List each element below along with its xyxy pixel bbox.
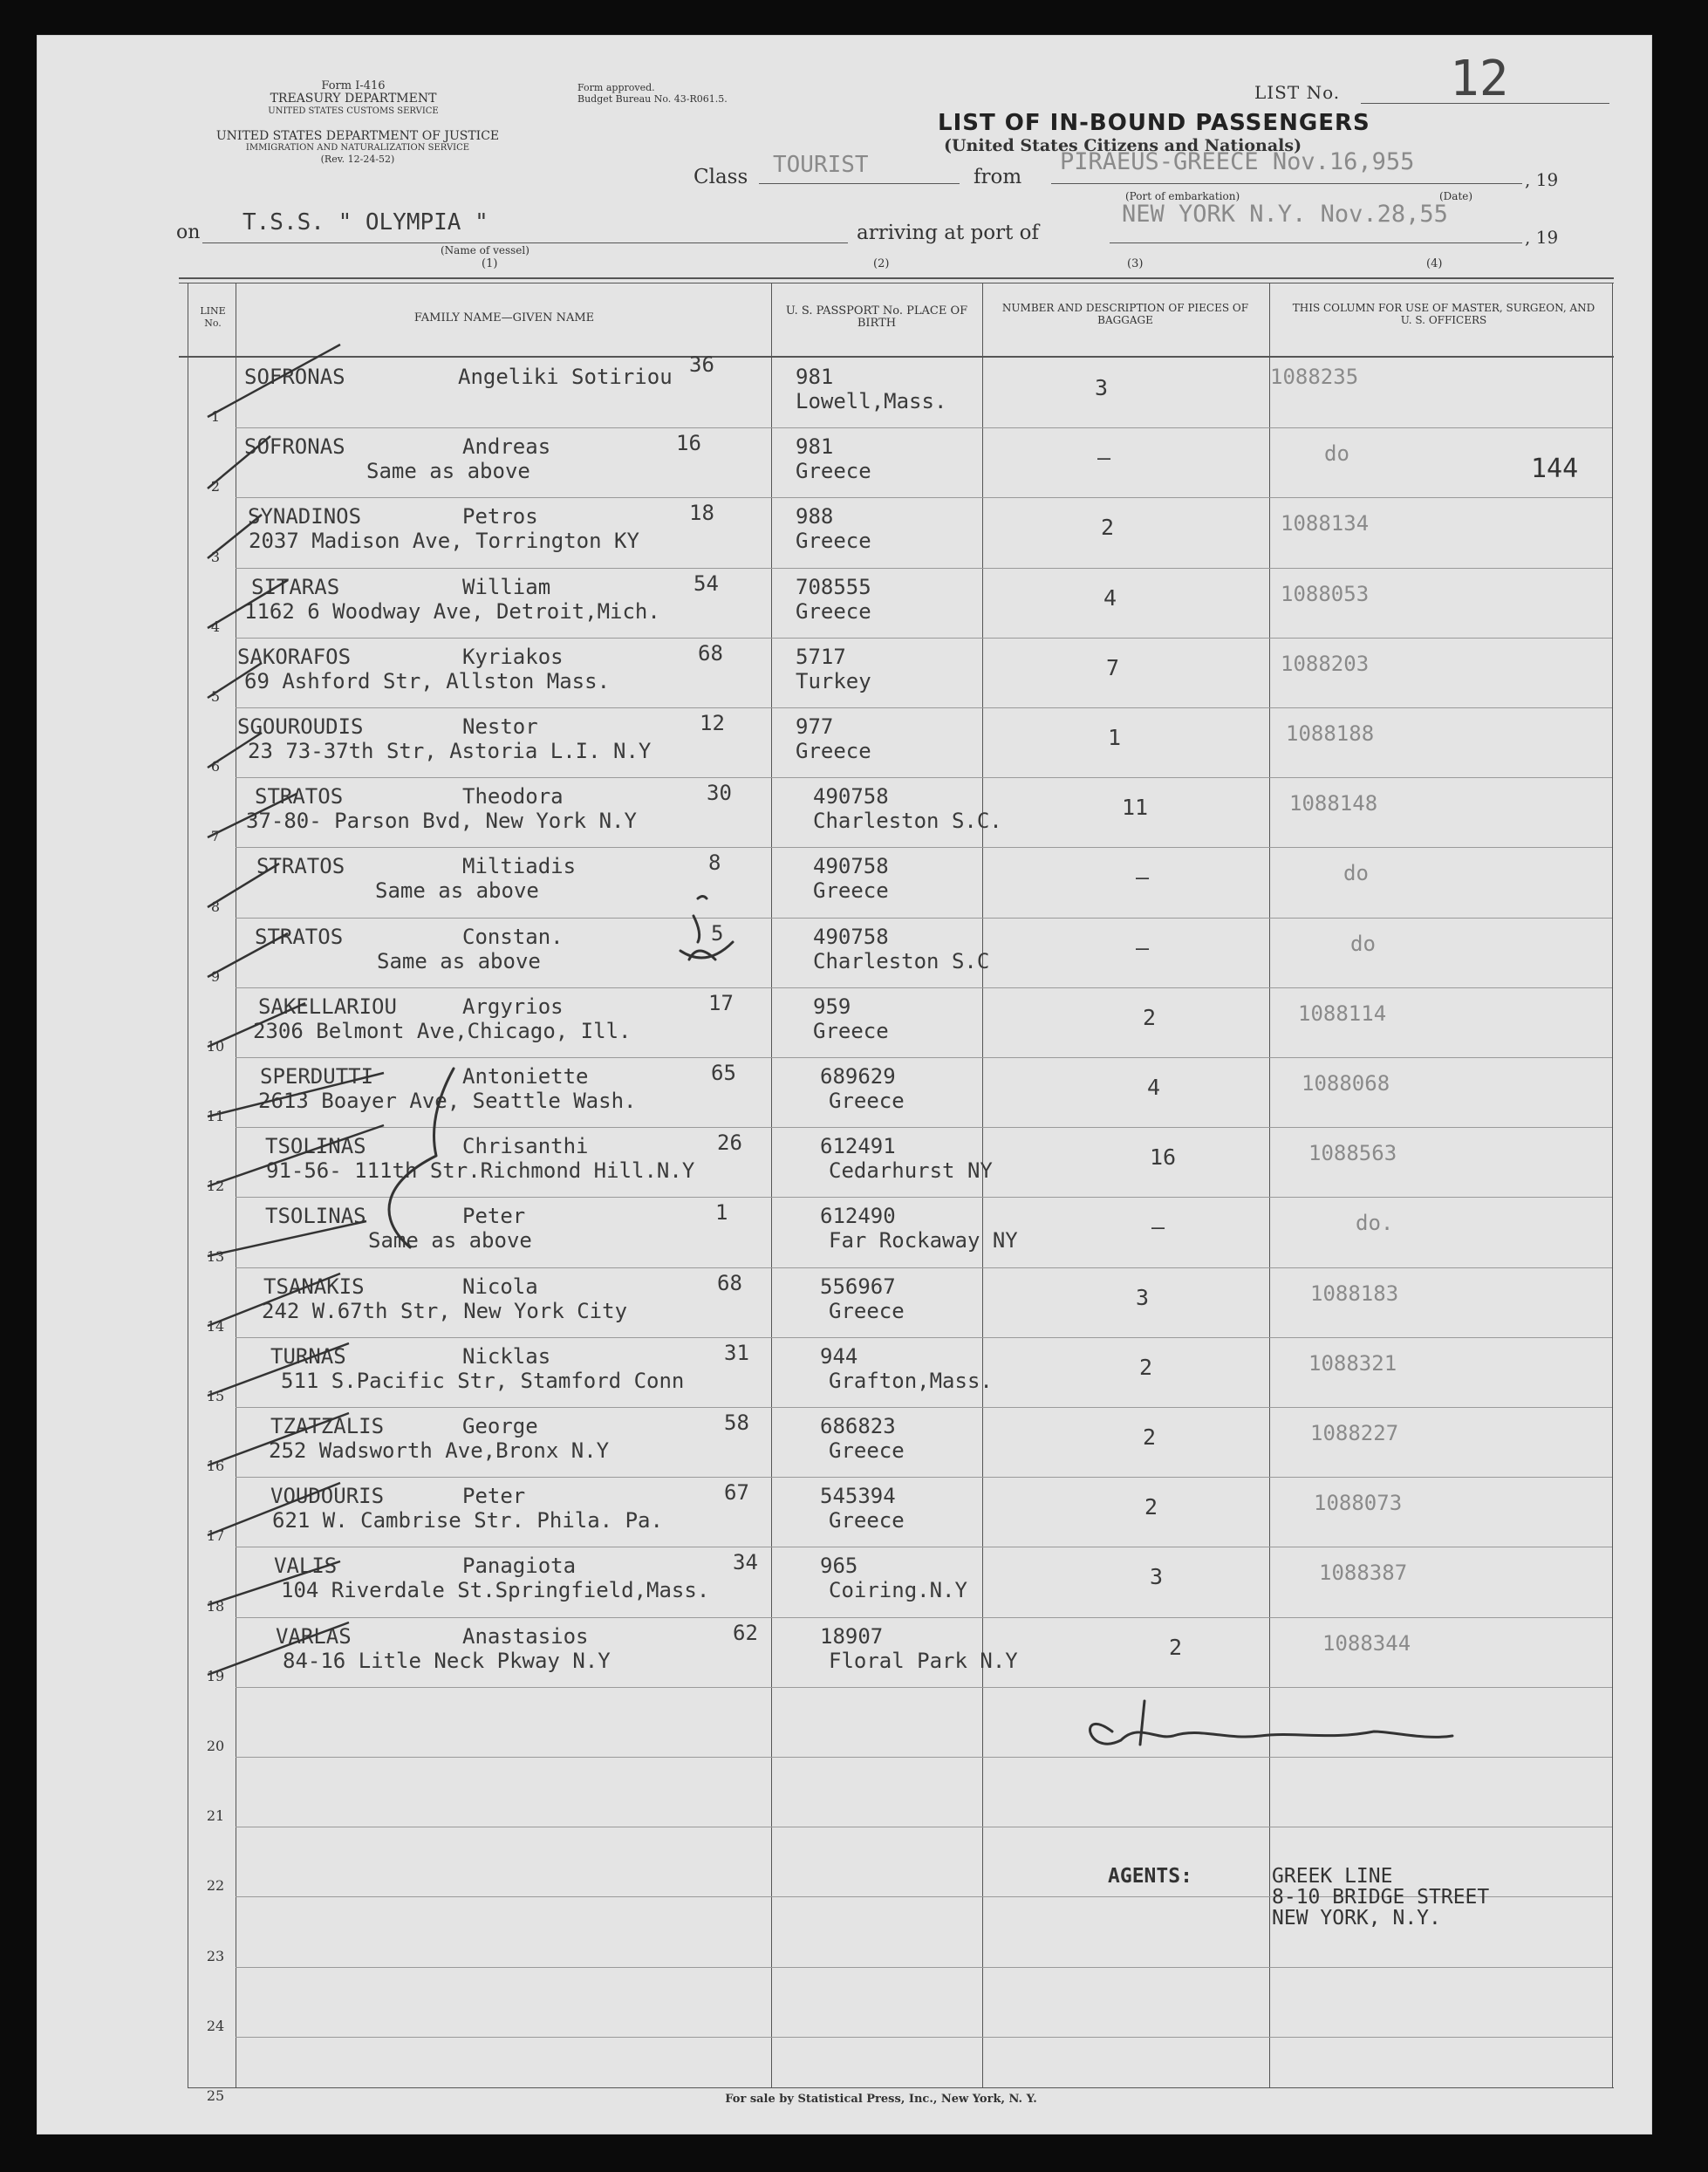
- margin-note: 144: [1531, 454, 1579, 484]
- line-number: 3: [210, 548, 221, 565]
- vessel-name: T.S.S. " OLYMPIA ": [243, 209, 488, 236]
- given-name: Antoniette: [462, 1064, 589, 1089]
- given-name: Miltiadis: [462, 854, 577, 879]
- form-approved: Form approved.: [577, 82, 655, 93]
- check-line: [208, 1125, 384, 1186]
- check-line: [208, 580, 288, 628]
- form-number: Form I-416: [321, 79, 386, 92]
- officer-number: do: [1343, 861, 1369, 886]
- line-number: 4: [210, 618, 221, 635]
- birthplace: Floral Park N.Y: [829, 1648, 1018, 1673]
- address: 84-16 Litle Neck Pkway N.Y: [283, 1648, 611, 1673]
- birthplace: Greece: [829, 1298, 905, 1323]
- family-name: TURNAS: [270, 1343, 346, 1369]
- family-name: SPERDUTTI: [260, 1064, 374, 1089]
- from-label: from: [974, 166, 1022, 188]
- check-line: [208, 436, 270, 488]
- check-line: [208, 1274, 340, 1326]
- given-name: Argyrios: [462, 994, 564, 1019]
- address: 252 Wadsworth Ave,Bronx N.Y: [269, 1438, 610, 1463]
- col-num-1: (1): [482, 257, 498, 270]
- baggage-count: –: [1136, 934, 1150, 960]
- address: Same as above: [368, 1228, 532, 1253]
- officer-number: 1088563: [1308, 1141, 1397, 1166]
- check-line: [208, 1413, 349, 1465]
- justice-label: UNITED STATES DEPARTMENT OF JUSTICE: [215, 129, 500, 143]
- birthplace: Charleston S.C: [813, 948, 990, 973]
- footer-text: For sale by Statistical Press, Inc., New York, N. Y.: [725, 2093, 1037, 2106]
- baggage-count: 2: [1169, 1634, 1183, 1660]
- given-name: Angeliki Sotiriou: [458, 365, 673, 389]
- line-number: 17: [206, 1527, 225, 1545]
- family-name: SOFRONAS: [244, 434, 345, 460]
- arriving-label: arriving at port of: [857, 222, 1039, 244]
- address: 2613 Boayer Ave, Seattle Wash.: [258, 1089, 637, 1113]
- age: 54: [693, 570, 719, 596]
- baggage-count: 2: [1143, 1424, 1157, 1450]
- birthplace: Greece: [829, 1089, 905, 1113]
- age: 8: [708, 850, 721, 876]
- birthplace: Coiring.N.Y: [829, 1578, 967, 1603]
- passport-number: 556967: [820, 1274, 896, 1299]
- agents-line-3: NEW YORK, N.Y.: [1272, 1907, 1441, 1930]
- address: 2037 Madison Ave, Torrington KY: [249, 529, 639, 554]
- form-title: LIST OF IN-BOUND PASSENGERS: [938, 110, 1370, 136]
- baggage-count: 2: [1143, 1004, 1157, 1030]
- passport-number: 977: [796, 714, 834, 739]
- officer-number: 1088068: [1301, 1071, 1390, 1096]
- baggage-count: 1: [1108, 725, 1122, 750]
- from-value: PIRAEUS-GREECE Nov.16,955: [1060, 148, 1415, 175]
- family-name: VALIS: [274, 1554, 338, 1579]
- officer-number: 1088183: [1310, 1281, 1399, 1306]
- officer-number: 1088053: [1281, 581, 1370, 606]
- line-number: 12: [206, 1178, 225, 1195]
- family-name: STRATOS: [255, 924, 344, 949]
- passport-number: 490758: [813, 784, 889, 809]
- family-name: SYNADINOS: [248, 504, 362, 529]
- line-number: 1: [210, 408, 221, 426]
- birthplace: Cedarhurst NY: [829, 1158, 993, 1184]
- officer-number: 1088134: [1281, 511, 1370, 536]
- birthplace: Greece: [796, 598, 871, 624]
- address: 1162 6 Woodway Ave, Detroit,Mich.: [244, 598, 660, 624]
- officer-number: 1088114: [1298, 1001, 1387, 1026]
- age: 65: [711, 1061, 736, 1085]
- header-line-no: LINE No.: [200, 305, 226, 329]
- address: 91-56- 111th Str.Richmond Hill.N.Y: [266, 1158, 695, 1184]
- address: 242 W.67th Str, New York City: [262, 1298, 628, 1323]
- line-number: 11: [206, 1108, 225, 1125]
- family-name: SGOUROUDIS: [237, 714, 364, 739]
- year-prefix-1: , 19: [1525, 169, 1559, 190]
- address: Same as above: [366, 459, 530, 484]
- given-name: Nicola: [462, 1274, 538, 1299]
- initials-mark: [680, 942, 733, 960]
- line-number: 18: [206, 1597, 225, 1615]
- baggage-count: 2: [1139, 1354, 1153, 1380]
- list-no-label: LIST No.: [1254, 82, 1341, 103]
- given-name: William: [462, 574, 551, 599]
- birthplace: Turkey: [796, 668, 871, 693]
- year-prefix-2: , 19: [1525, 227, 1559, 248]
- passport-number: 490758: [813, 924, 889, 949]
- given-name: George: [462, 1414, 538, 1438]
- baggage-count: 3: [1095, 375, 1109, 400]
- officer-number: 1088344: [1322, 1630, 1411, 1656]
- birthplace: Greece: [813, 878, 889, 904]
- birthplace: Grafton,Mass.: [829, 1368, 993, 1393]
- given-name: Nicklas: [462, 1343, 551, 1369]
- passport-number: 981: [796, 434, 834, 460]
- line-number: 5: [210, 688, 221, 705]
- check-line: [208, 864, 279, 907]
- officer-number: 1088227: [1310, 1421, 1399, 1445]
- officer-number: 1088203: [1281, 651, 1370, 676]
- baggage-count: 3: [1136, 1284, 1150, 1310]
- baggage-count: 11: [1122, 795, 1149, 821]
- baggage-count: 4: [1147, 1075, 1161, 1100]
- passport-number: 612490: [820, 1204, 896, 1229]
- age: 67: [724, 1480, 749, 1506]
- header-officers: THIS COLUMN FOR USE OF MASTER, SURGEON, AND U. S. OFFICERS: [1292, 302, 1595, 326]
- agents-line-1: GREEK LINE: [1272, 1865, 1393, 1888]
- address: 37-80- Parson Bvd, New York N.Y: [246, 809, 637, 834]
- customs-label: UNITED STATES CUSTOMS SERVICE: [268, 106, 439, 116]
- family-name: TZATZALIS: [270, 1414, 385, 1438]
- address: Same as above: [377, 948, 541, 973]
- signature-mark: [1090, 1724, 1452, 1744]
- address: 104 Riverdale St.Springfield,Mass.: [281, 1578, 710, 1603]
- line-number: 8: [210, 898, 221, 915]
- line-number: 6: [210, 758, 221, 775]
- form-subtitle: (United States Citizens and Nationals): [944, 136, 1302, 155]
- given-name: Chrisanthi: [462, 1134, 589, 1159]
- passport-number: 18907: [820, 1623, 884, 1649]
- on-label: on: [176, 222, 201, 243]
- line-number: 24: [206, 2017, 225, 2034]
- officer-number: do.: [1356, 1211, 1394, 1236]
- list-number: 12: [1450, 51, 1509, 107]
- line-number: 15: [206, 1388, 225, 1404]
- col-num-2: (2): [873, 257, 890, 270]
- check-line: [208, 345, 340, 417]
- check-line: [208, 733, 262, 768]
- passport-number: 490758: [813, 854, 889, 879]
- age: 30: [707, 781, 732, 806]
- passport-number: 988: [796, 504, 834, 529]
- line-number: 23: [206, 1947, 225, 1964]
- agents-line-2: 8-10 BRIDGE STREET: [1272, 1886, 1490, 1909]
- age: 68: [698, 640, 723, 666]
- header-passport: U. S. PASSPORT No. PLACE OF BIRTH: [785, 304, 968, 330]
- age: 36: [689, 352, 714, 377]
- bracket-mark: [389, 1069, 454, 1247]
- age: 18: [689, 501, 714, 526]
- check-line: [208, 1483, 340, 1535]
- officer-number: do: [1324, 441, 1349, 467]
- baggage-count: 2: [1101, 515, 1115, 541]
- treasury-label: TREASURY DEPARTMENT: [270, 92, 437, 106]
- family-name: SOFRONAS: [244, 365, 345, 389]
- given-name: Nestor: [462, 714, 538, 739]
- passport-number: 965: [820, 1554, 858, 1579]
- birthplace: Lowell,Mass.: [796, 389, 947, 413]
- family-name: SITARAS: [251, 574, 340, 599]
- officer-number: do: [1350, 931, 1376, 956]
- passport-number: 545394: [820, 1484, 896, 1509]
- age: 1: [715, 1200, 728, 1226]
- passport-number: 686823: [820, 1414, 896, 1438]
- check-line: [208, 794, 297, 837]
- check-line: [208, 1343, 349, 1396]
- given-name: Peter: [462, 1484, 526, 1509]
- col-num-3: (3): [1127, 257, 1144, 270]
- given-name: Petros: [462, 504, 538, 529]
- signature-stroke: [1140, 1701, 1144, 1745]
- class-label: Class: [693, 166, 748, 188]
- address: 69 Ashford Str, Allston Mass.: [244, 668, 611, 693]
- baggage-count: –: [1151, 1214, 1165, 1240]
- family-name: STRATOS: [255, 784, 344, 809]
- family-name: TSANAKIS: [263, 1274, 365, 1299]
- birthplace: Greece: [829, 1508, 905, 1533]
- age: 34: [733, 1550, 758, 1575]
- check-line: [208, 933, 288, 977]
- officer-number: 1088073: [1314, 1491, 1403, 1516]
- address: 23 73-37th Str, Astoria L.I. N.Y: [248, 739, 652, 763]
- line-number: 20: [206, 1738, 225, 1754]
- passport-number: 981: [796, 365, 834, 389]
- check-line: [208, 663, 262, 698]
- passport-number: 708555: [796, 574, 871, 599]
- line-number: 22: [206, 1877, 225, 1895]
- given-name: Panagiota: [462, 1554, 577, 1579]
- age: 17: [708, 990, 734, 1015]
- rev-label: (Rev. 12-24-52): [320, 154, 395, 165]
- passport-number: 944: [820, 1343, 858, 1369]
- header-name: FAMILY NAME—GIVEN NAME: [413, 311, 595, 324]
- line-number: 21: [206, 1807, 225, 1825]
- date-caption: (Date): [1439, 190, 1473, 202]
- birthplace: Far Rockaway NY: [829, 1228, 1018, 1253]
- family-name: SAKORAFOS: [237, 644, 352, 669]
- birthplace: Greece: [796, 739, 871, 763]
- address: 621 W. Cambrise Str. Phila. Pa.: [272, 1508, 663, 1533]
- line-number: 14: [206, 1317, 225, 1335]
- officer-number: 1088148: [1289, 791, 1378, 816]
- given-name: Anastasios: [462, 1623, 589, 1649]
- baggage-count: 16: [1150, 1144, 1177, 1171]
- family-name: SAKELLARIOU: [258, 994, 397, 1019]
- line-number: 19: [206, 1667, 225, 1684]
- line-number: 9: [210, 967, 221, 985]
- baggage-count: 7: [1106, 654, 1120, 680]
- family-name: VARLAS: [276, 1623, 352, 1649]
- check-line: [208, 1561, 340, 1605]
- passport-number: 689629: [820, 1064, 896, 1089]
- check-mark: [693, 897, 707, 943]
- family-name: STRATOS: [256, 854, 345, 879]
- given-name: Andreas: [462, 434, 551, 460]
- officer-number: 1088188: [1286, 721, 1375, 746]
- check-line: [208, 1221, 366, 1256]
- baggage-count: 3: [1150, 1564, 1164, 1590]
- check-line: [208, 1622, 349, 1675]
- birthplace: Greece: [813, 1018, 889, 1043]
- given-name: Kyriakos: [462, 644, 564, 669]
- col-num-4: (4): [1426, 257, 1443, 270]
- arrival-value: NEW YORK N.Y. Nov.28,55: [1122, 201, 1448, 228]
- age: 26: [717, 1130, 742, 1156]
- given-name: Constan.: [462, 924, 564, 949]
- age: 16: [676, 431, 701, 456]
- baggage-count: 4: [1103, 584, 1117, 611]
- address: 2306 Belmont Ave,Chicago, Ill.: [253, 1018, 632, 1043]
- line-number: 7: [210, 828, 221, 845]
- age: 31: [724, 1340, 749, 1365]
- passport-number: 612491: [820, 1134, 896, 1159]
- check-line: [208, 515, 262, 558]
- port-embarkation-caption: (Port of embarkation): [1125, 190, 1240, 202]
- family-name: VOUDOURIS: [270, 1484, 385, 1509]
- birthplace: Greece: [796, 529, 871, 554]
- ins-label: IMMIGRATION AND NATURALIZATION SERVICE: [245, 143, 470, 153]
- line-number: 2: [210, 478, 221, 495]
- baggage-count: 2: [1144, 1494, 1158, 1520]
- age: 12: [700, 711, 725, 735]
- header-baggage: NUMBER AND DESCRIPTION OF PIECES OF BAGGAGE: [1001, 302, 1249, 326]
- age: 68: [717, 1270, 742, 1295]
- line-number: 25: [206, 2087, 225, 2104]
- check-line: [208, 1003, 305, 1047]
- given-name: Theodora: [462, 784, 564, 809]
- address: Same as above: [375, 878, 539, 904]
- baggage-count: –: [1097, 445, 1111, 471]
- family-name: TSOLINAS: [265, 1134, 366, 1159]
- agents-label: AGENTS:: [1108, 1865, 1192, 1888]
- birthplace: Greece: [829, 1438, 905, 1463]
- age: 5: [711, 920, 724, 946]
- address: 511 S.Pacific Str, Stamford Conn: [281, 1368, 685, 1393]
- family-name: TSOLINAS: [265, 1204, 366, 1229]
- age: 58: [724, 1410, 749, 1435]
- vessel-caption: (Name of vessel): [441, 244, 529, 256]
- class-value: TOURIST: [773, 152, 869, 178]
- budget-bureau: Budget Bureau No. 43-R061.5.: [577, 93, 728, 105]
- age: 62: [733, 1620, 758, 1645]
- given-name: Peter: [462, 1204, 526, 1229]
- line-number: 13: [206, 1247, 225, 1265]
- passport-number: 5717: [796, 644, 846, 669]
- check-line: [208, 1073, 384, 1117]
- line-number: 16: [206, 1458, 225, 1475]
- baggage-count: –: [1136, 864, 1150, 891]
- birthplace: Charleston S.C.: [813, 809, 1002, 834]
- line-number: 10: [206, 1038, 225, 1055]
- officer-number: 1088321: [1308, 1350, 1397, 1376]
- officer-number: 1088387: [1319, 1561, 1408, 1586]
- birthplace: Greece: [796, 459, 871, 484]
- passport-number: 959: [813, 994, 851, 1019]
- officer-number: 1088235: [1270, 365, 1359, 389]
